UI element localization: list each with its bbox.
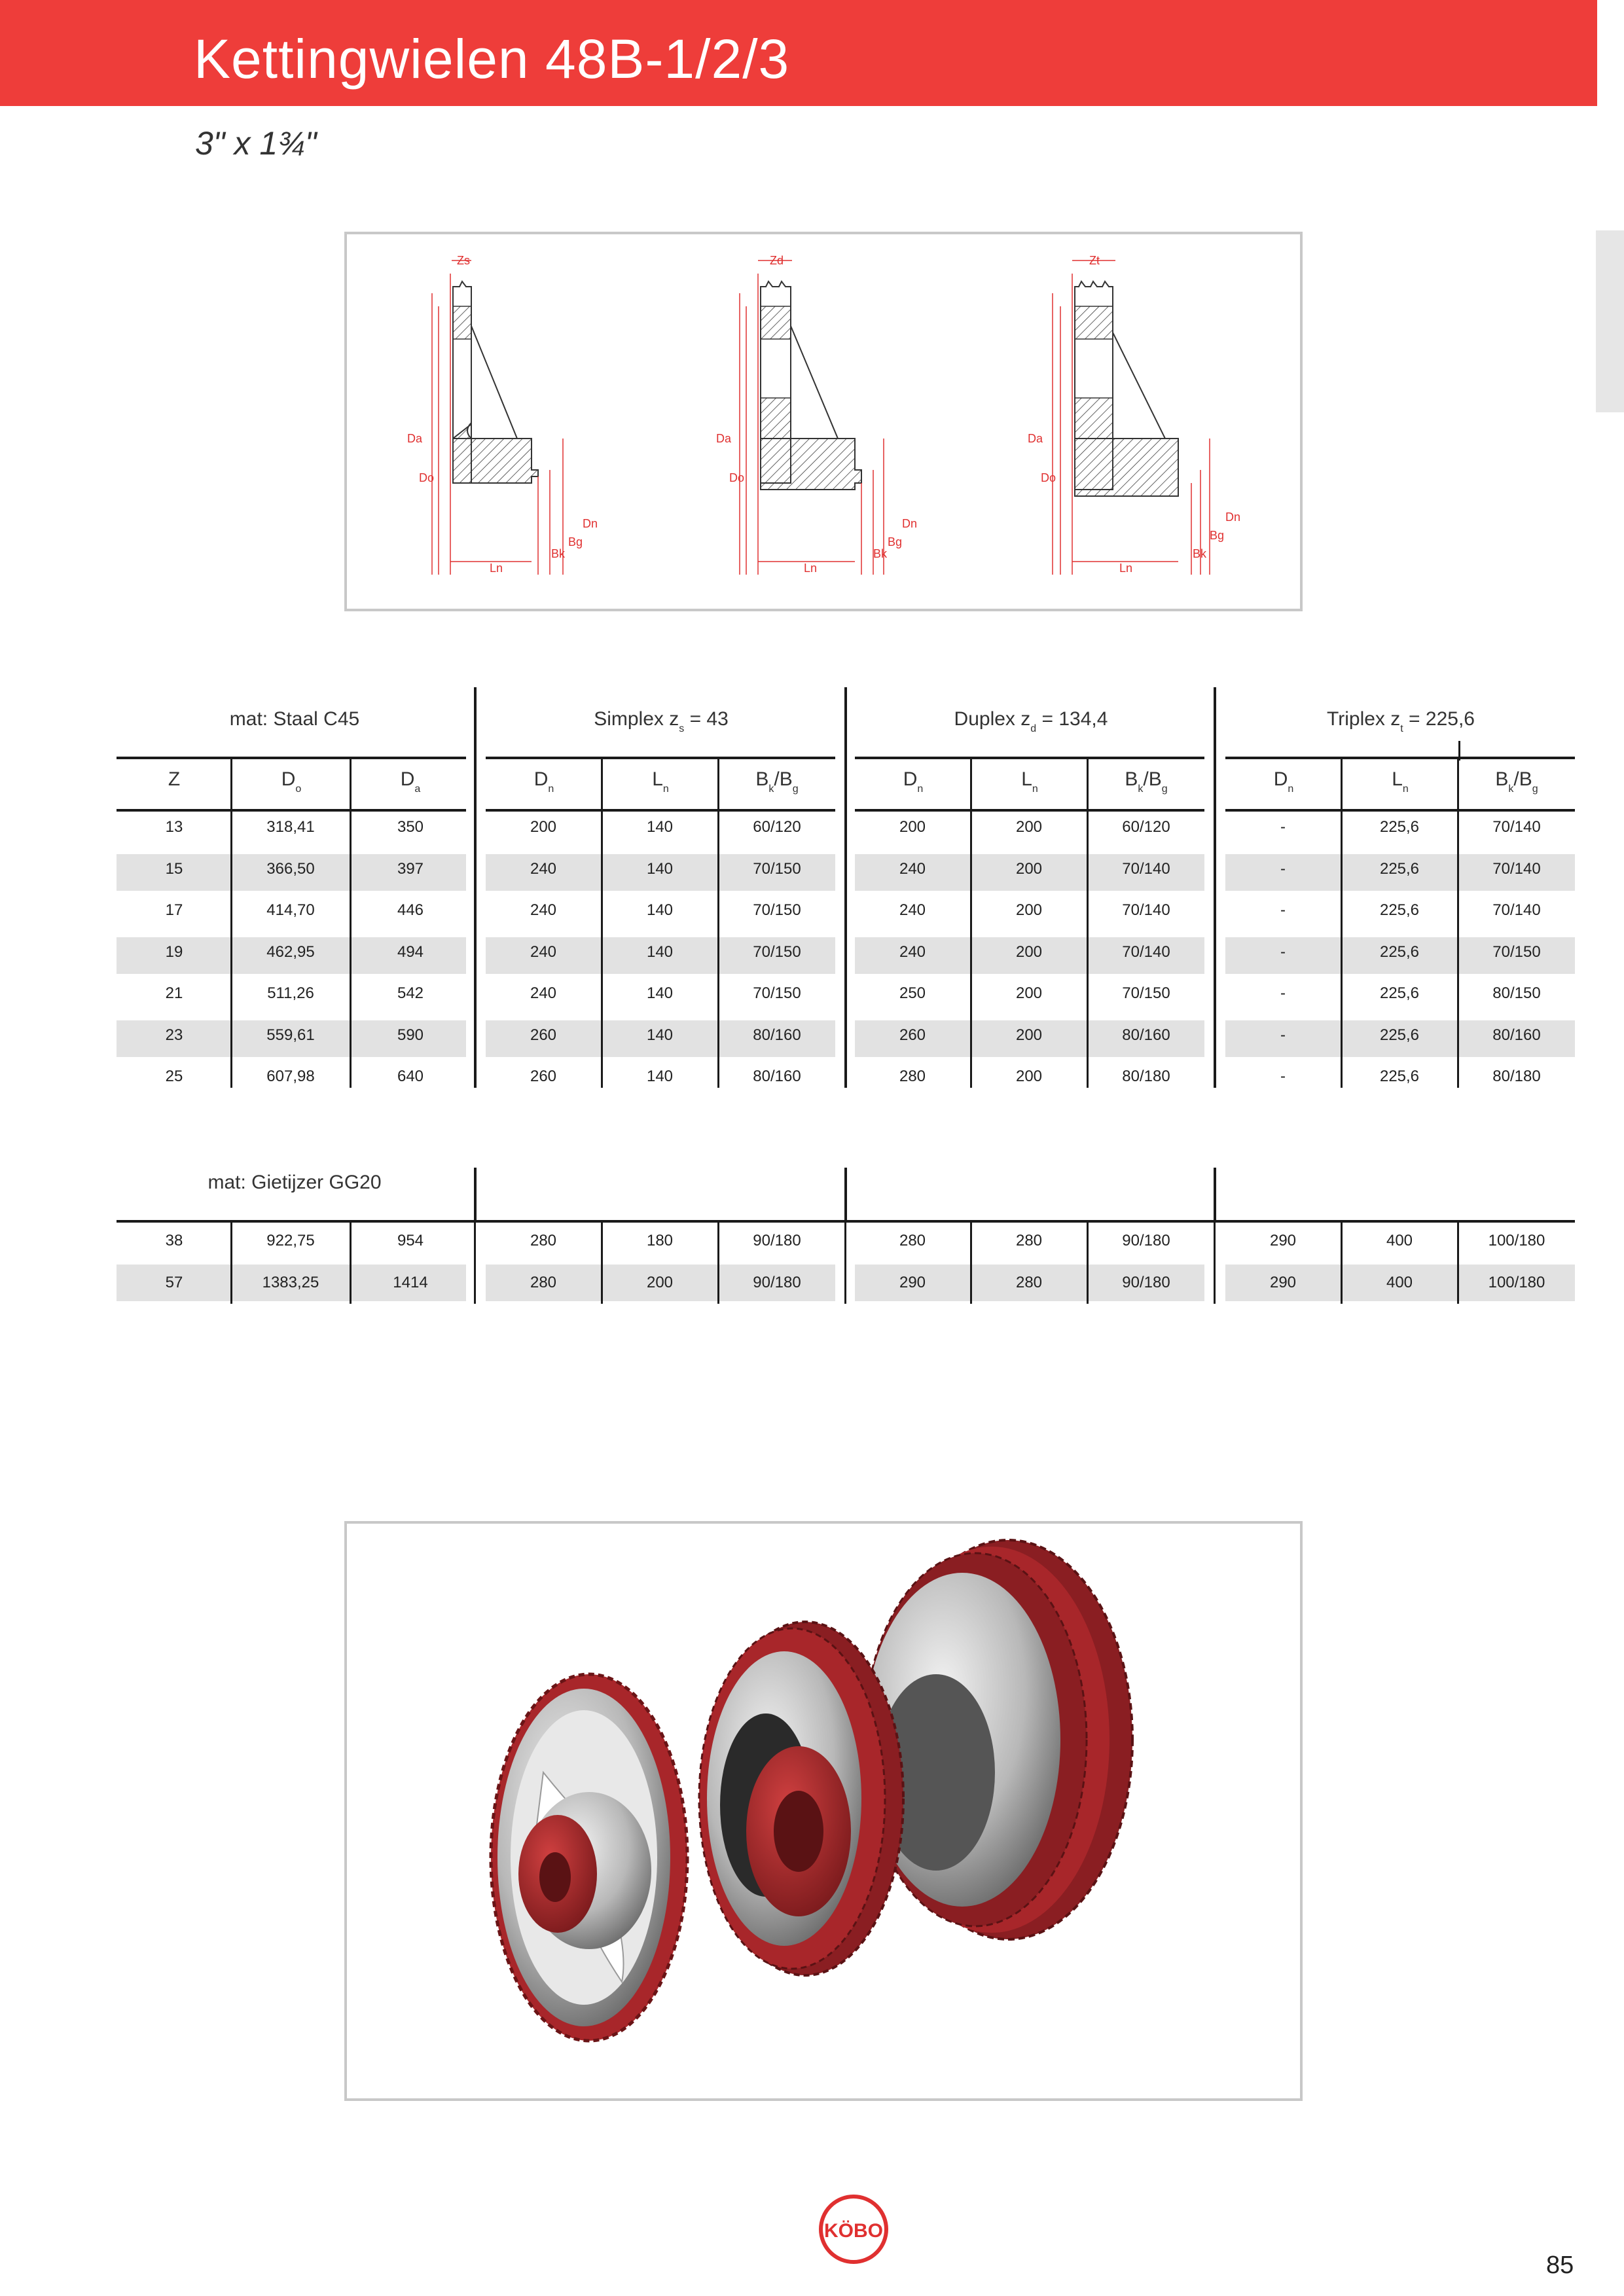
table-cell: 200 [1015,1067,1043,1085]
label-ln: Ln [804,562,818,575]
logo-text: KÖBO [824,2220,883,2242]
technical-drawing [344,232,1303,611]
col-duplex-ln: $L_n$ [1021,768,1038,795]
table-cell: 70/150 [1492,942,1541,961]
table-cell: 280 [530,1232,557,1249]
label-zd: Zd [770,254,784,267]
sprocket-render [347,1524,1300,2098]
table-cell: 446 [397,901,424,919]
table-cell: 70/150 [753,984,801,1002]
duplex-section [716,254,917,575]
table-cell: 80/150 [1492,984,1541,1002]
table-cell: 200 [1015,984,1043,1002]
table-cell: 70/140 [1492,901,1541,919]
table-cell: 366,50 [266,859,315,878]
table-cell: 200 [1015,859,1043,878]
table-cell: 17 [165,901,183,919]
divider [474,687,477,1088]
product-photo [344,1521,1303,2101]
table-cell: 250 [899,984,926,1002]
table-cell: 240 [530,901,557,919]
triplex-sprocket [864,1540,1132,1939]
label-zs: Zs [457,254,470,267]
divider [474,1168,477,1223]
table-cell: 90/180 [1122,1273,1170,1291]
table-cell: 80/160 [753,1026,801,1044]
table-cell: - [1280,1067,1286,1085]
table-cell: 350 [397,818,424,836]
table-cell: 70/140 [1492,818,1541,836]
table-cell: 80/180 [1492,1067,1541,1085]
label-bg: Bg [1210,529,1225,542]
label-dn: Dn [583,517,598,530]
table-cell: 511,26 [267,984,314,1002]
table-cell: 1414 [393,1273,428,1291]
table-cell: 60/120 [753,818,801,836]
kobo-logo [818,2194,889,2265]
col-z: Z [168,768,181,790]
table-cell: 90/180 [753,1273,801,1291]
table-cell: 462,95 [266,942,315,961]
label-do: Do [729,471,745,484]
table-cell: 200 [899,818,926,836]
divider [1214,687,1216,1088]
table-cell: 25 [165,1067,183,1085]
table-cell: 13 [165,818,183,836]
table-cell: 290 [1269,1273,1297,1291]
table-cell: 38 [165,1232,183,1249]
table-cell: 260 [530,1026,557,1044]
page-number: 85 [1546,2251,1574,2279]
table-cell: 240 [530,942,557,961]
table-cell: - [1280,1026,1286,1044]
table-cell: 200 [1015,942,1043,961]
label-zt: Zt [1089,254,1100,267]
table-cell: - [1280,818,1286,836]
table-cell: 140 [646,942,674,961]
table-cell: - [1280,984,1286,1002]
label-bk: Bk [1193,547,1207,560]
table-cell: 23 [165,1026,183,1044]
table-cell: 542 [397,984,424,1002]
table-cell: 240 [899,942,926,961]
col-simplex-dn: $D_n$ [533,768,554,795]
table-cell: 280 [899,1232,926,1249]
table-cell: 225,6 [1379,1026,1420,1044]
triplex-header: Triplex $z_t = 225,6$ [1327,708,1475,734]
table-cell: 494 [397,942,424,961]
col-simplex-ln: $L_n$ [652,768,669,795]
page-title: Kettingwielen 48B-1/2/3 [194,28,790,90]
table-cell: 140 [646,901,674,919]
table-cell: 290 [899,1273,926,1291]
table-cell: 80/180 [1122,1067,1170,1085]
table-cell: 100/180 [1488,1232,1545,1249]
table-cell: - [1280,901,1286,919]
table-cell: 225,6 [1379,984,1420,1002]
table-cell: 922,75 [266,1232,315,1249]
divider [844,1168,847,1223]
table-cell: 318,41 [266,818,315,836]
table-cell: 280 [1015,1273,1043,1291]
material-header-cast-iron: mat: Gietijzer GG20 [208,1172,382,1193]
table-cell: 280 [1015,1232,1043,1249]
header-rule [855,757,1204,759]
header-rule [117,757,466,759]
table-cell: 80/160 [1492,1026,1541,1044]
table-cell: 280 [899,1067,926,1085]
table-cell: 414,70 [266,901,315,919]
table-cell: 15 [165,859,183,878]
material-header: mat: Staal C45 [229,708,360,730]
table-cell: 240 [530,984,557,1002]
table-cell: 57 [165,1273,183,1291]
triplex-section [1028,254,1240,575]
label-bg: Bg [888,535,903,548]
label-ln: Ln [1119,562,1133,575]
header-rule [486,809,835,812]
table-cell: 225,6 [1379,1067,1420,1085]
table-cell: 1383,25 [262,1273,319,1291]
table-cell: 140 [646,984,674,1002]
table-cell: 140 [646,1067,674,1085]
label-dn: Dn [902,517,918,530]
divider [1214,1168,1216,1223]
col-triplex-dn: $D_n$ [1273,768,1294,795]
label-da: Da [407,432,423,445]
col-duplex-bkbg: $B_k/B_g$ [1125,768,1168,795]
header-rule [855,809,1204,812]
table-cell: 559,61 [266,1026,315,1044]
table-cell: 200 [1015,901,1043,919]
table-cell: 260 [899,1026,926,1044]
table-cell: 80/160 [753,1067,801,1085]
col-do: $D_o$ [281,768,302,795]
table-cell: 280 [530,1273,557,1291]
table-cell: 225,6 [1379,942,1420,961]
table-cell: 225,6 [1379,901,1420,919]
label-bk: Bk [551,547,566,560]
label-da: Da [716,432,732,445]
table-cell: 200 [646,1273,674,1291]
table-cell: 90/180 [1122,1232,1170,1249]
table-cell: - [1280,859,1286,878]
table-cell: 19 [165,942,183,961]
table-cell: 80/160 [1122,1026,1170,1044]
table-cell: 90/180 [753,1232,801,1249]
table-cell: 200 [530,818,557,836]
label-dn: Dn [1225,511,1241,524]
duplex-header: Duplex $z_d = 134,4$ [954,708,1108,734]
label-bk: Bk [873,547,888,560]
table-cell: 400 [1386,1273,1413,1291]
table-cell: 607,98 [266,1067,315,1085]
table-cell: 60/120 [1122,818,1170,836]
header-rule [1225,809,1575,812]
sprocket-cross-sections [347,234,1300,609]
table-cell: 240 [530,859,557,878]
table-cell: 400 [1386,1232,1413,1249]
table-cell: - [1280,942,1286,961]
table-cell: 954 [397,1232,424,1249]
label-da: Da [1028,432,1043,445]
table-cell: 397 [397,859,424,878]
header-rule [117,809,466,812]
table-cell: 70/150 [753,859,801,878]
table-cell: 21 [165,984,183,1002]
table-cell: 260 [530,1067,557,1085]
page-subtitle: 3" x 1¾" [195,125,317,162]
label-do: Do [1041,471,1056,484]
table-cell: 70/150 [753,901,801,919]
table-cell: 100/180 [1488,1273,1545,1291]
table-cell: 70/140 [1122,942,1170,961]
table-cell: 640 [397,1067,424,1085]
table-cell: 140 [646,1026,674,1044]
table-cell: 140 [646,818,674,836]
table-cell: 200 [1015,1026,1043,1044]
table-cell: 70/140 [1122,859,1170,878]
table-cell: 200 [1015,818,1043,836]
side-tab [1596,230,1624,412]
simplex-sprocket [491,1674,687,2041]
header-rule [1225,757,1575,759]
table-cell: 180 [646,1232,674,1249]
label-do: Do [419,471,435,484]
table-cell: 590 [397,1026,424,1044]
table-cell: 70/150 [1122,984,1170,1002]
table-cell: 70/150 [753,942,801,961]
table-cell: 240 [899,859,926,878]
col-triplex-bkbg: $B_k/B_g$ [1495,768,1538,795]
simplex-header: Simplex $z_s = 43$ [594,708,729,734]
duplex-sprocket [699,1622,903,1975]
col-triplex-ln: $L_n$ [1392,768,1409,795]
table-cell: 70/140 [1122,901,1170,919]
header-rule [486,757,835,759]
col-duplex-dn: $D_n$ [903,768,924,795]
table-cell: 140 [646,859,674,878]
divider [844,687,847,1088]
table-cell: 225,6 [1379,859,1420,878]
table-cell: 290 [1269,1232,1297,1249]
simplex-section [407,254,598,575]
label-ln: Ln [490,562,503,575]
col-da: $D_a$ [400,768,421,795]
label-bg: Bg [568,535,583,548]
table-cell: 70/140 [1492,859,1541,878]
table-cell: 225,6 [1379,818,1420,836]
col-simplex-bkbg: $B_k/B_g$ [755,768,799,795]
table-cell: 240 [899,901,926,919]
